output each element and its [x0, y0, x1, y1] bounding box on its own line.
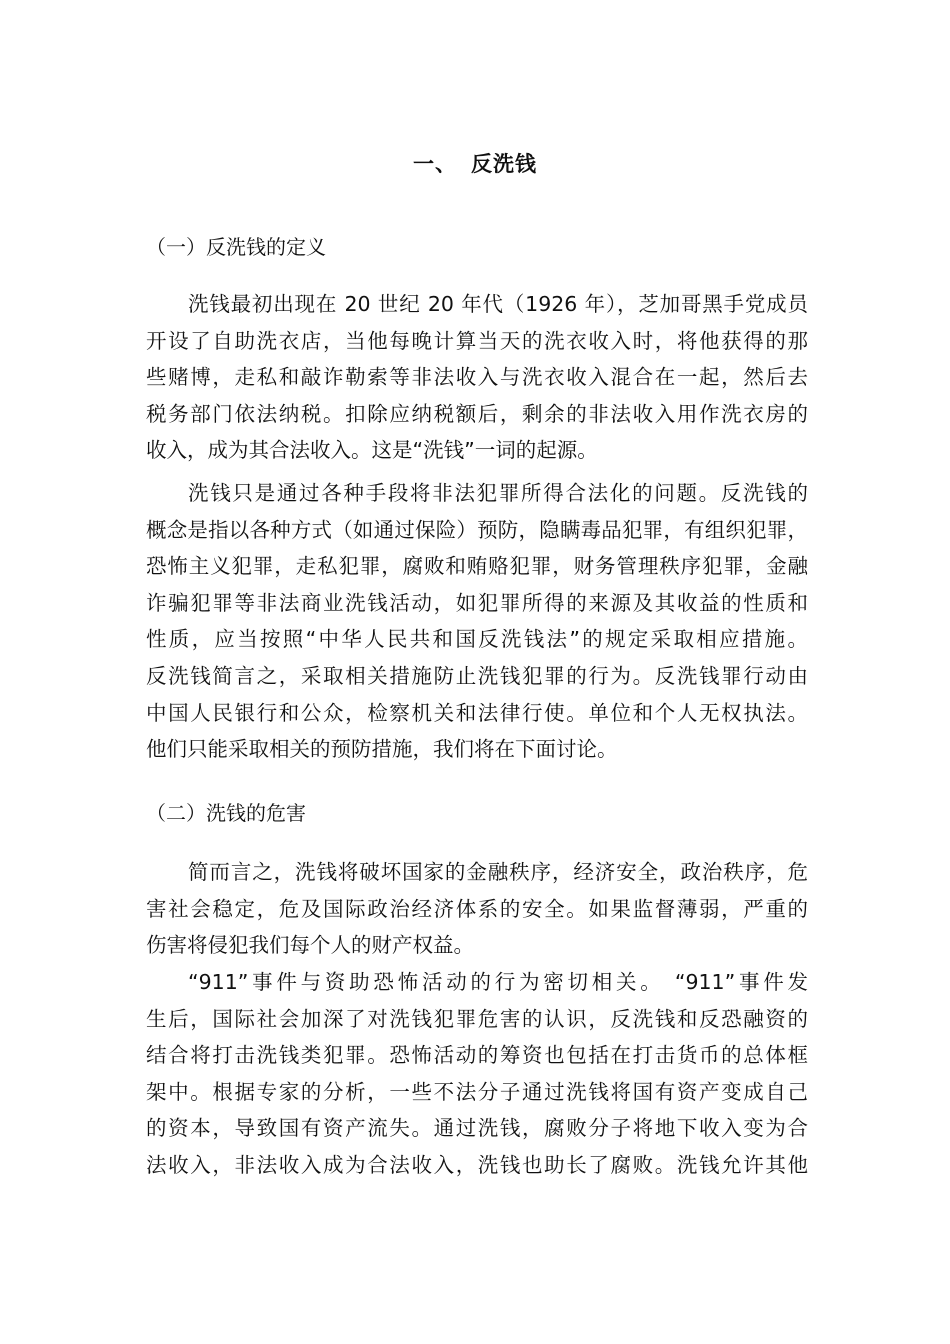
section-heading-harm: （二）洗钱的危害: [146, 801, 306, 825]
text-line: 洗钱只是通过各种手段将非法犯罪所得合法化的问题。反洗钱的: [188, 481, 808, 505]
text-line: 伤害将侵犯我们每个人的财产权益。: [146, 933, 474, 958]
text-line: 害社会稳定，危及国际政治经济体系的安全。如果监督薄弱，严重的: [146, 896, 808, 921]
text-line: “911”事件与资助恐怖活动的行为密切相关。 “911”事件发: [188, 970, 808, 994]
text-line: 收入，成为其合法收入。这是“洗钱”一词的起源。: [146, 438, 598, 463]
text-line: 恐怖主义犯罪，走私犯罪，腐败和贿赂犯罪，财务管理秩序犯罪，金融: [146, 554, 808, 579]
paragraph-origin: [146, 286, 808, 469]
section-heading-definition: （一）反洗钱的定义: [146, 235, 326, 259]
paragraph-harm-summary: [146, 854, 808, 964]
text-line: 的资本，导致国有资产流失。通过洗钱，腐败分子将地下收入变为合: [146, 1116, 808, 1141]
text-line: 洗钱最初出现在 20 世纪 20 年代（1926 年），芝加哥黑手党成员: [188, 292, 808, 316]
text-line: 简而言之，洗钱将破坏国家的金融秩序，经济安全，政治秩序，危: [188, 860, 808, 884]
text-line: 税务部门依法纳税。扣除应纳税额后，剩余的非法收入用作洗衣房的: [146, 401, 808, 426]
text-line: 些赌博，走私和敲诈勒索等非法收入与洗衣收入混合在一起，然后去: [146, 365, 808, 390]
text-line: 中国人民银行和公众，检察机关和法律行使。单位和个人无权执法。: [146, 700, 808, 725]
paragraph-911: [146, 964, 808, 1184]
text-line: 他们只能采取相关的预防措施，我们将在下面讨论。: [146, 737, 618, 762]
text-line: 反洗钱简言之，采取相关措施防止洗钱犯罪的行为。反洗钱罪行动由: [146, 663, 808, 688]
page-title: [0, 146, 950, 182]
paragraph-definition: [146, 475, 808, 768]
title-text: 反洗钱: [471, 152, 537, 176]
text-line: 架中。根据专家的分析，一些不法分子通过洗钱将国有资产变成自己: [146, 1079, 808, 1104]
text-line: 诈骗犯罪等非法商业洗钱活动，如犯罪所得的来源及其收益的性质和: [146, 590, 808, 615]
text-line: 法收入，非法收入成为合法收入，洗钱也助长了腐败。洗钱允许其他: [146, 1152, 808, 1177]
text-line: 结合将打击洗钱类犯罪。恐怖活动的筹资也包括在打击货币的总体框: [146, 1043, 808, 1068]
text-line: 性质，应当按照“中华人民共和国反洗钱法”的规定采取相应措施。: [146, 627, 808, 652]
text-line: 开设了自助洗衣店，当他每晚计算当天的洗衣收入时，将他获得的那: [146, 328, 808, 353]
title-number: 一、: [413, 152, 457, 176]
text-line: 生后，国际社会加深了对洗钱犯罪危害的认识，反洗钱和反恐融资的: [146, 1006, 808, 1031]
text-line: 概念是指以各种方式（如通过保险）预防，隐瞒毒品犯罪，有组织犯罪，: [146, 517, 808, 542]
